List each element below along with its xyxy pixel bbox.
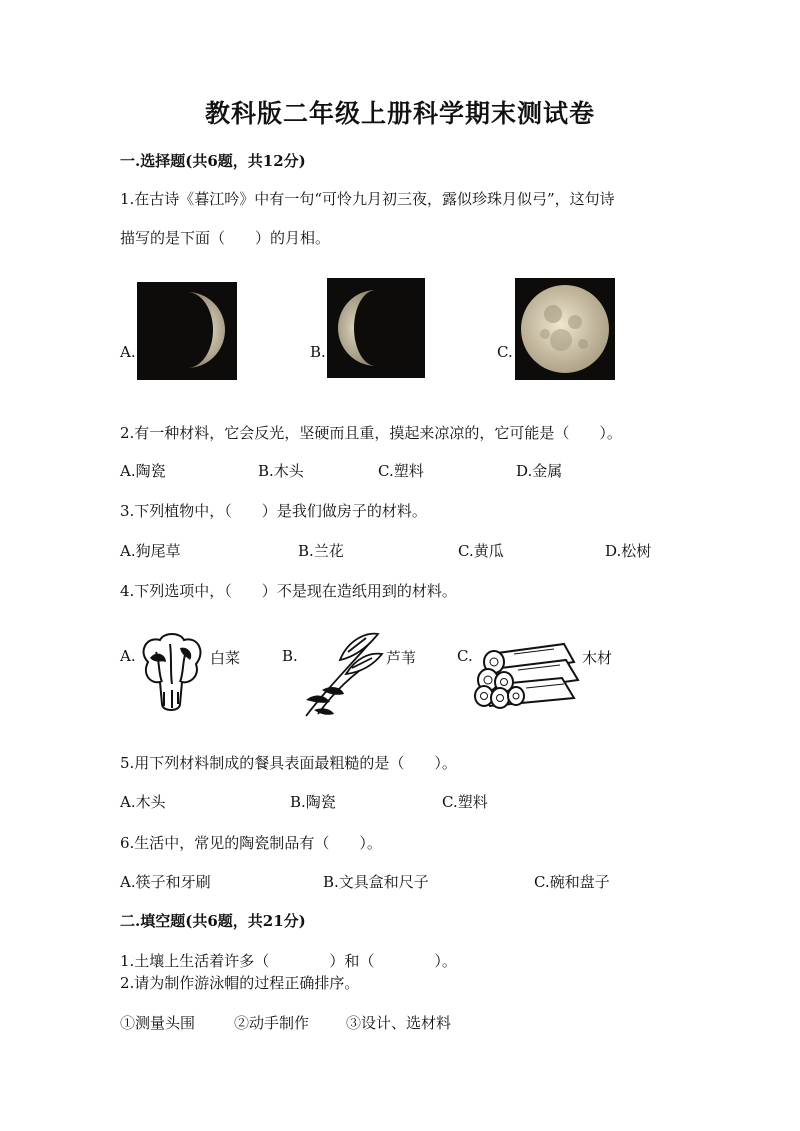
step-2: ②动手制作 (234, 1014, 310, 1032)
q4-caption-wood: 木材 (582, 649, 613, 667)
q5-option-a: A.木头 (120, 793, 166, 811)
q6-option-c: C.碗和盘子 (534, 873, 610, 891)
q3-option-c: C.黄瓜 (458, 542, 504, 560)
section-heading-choice: 一.选择题(共6题，共12分) (120, 152, 306, 170)
q6-option-a: A.筷子和牙刷 (120, 873, 211, 891)
fill-q2-text: 2.请为制作游泳帽的过程正确排序。 (120, 974, 360, 992)
step-3: ③设计、选材料 (346, 1014, 452, 1032)
q2-option-a: A.陶瓷 (120, 462, 166, 480)
q3-option-b: B.兰花 (298, 542, 344, 560)
q2-option-d: D.金属 (516, 462, 563, 480)
cabbage-icon (136, 632, 206, 720)
q3-text: 3.下列植物中，（ ）是我们做房子的材料。 (120, 502, 427, 520)
reed-icon (296, 630, 386, 720)
q2-option-c: C.塑料 (378, 462, 424, 480)
q4-option-b: B. (282, 647, 298, 665)
q3-option-a: A.狗尾草 (120, 542, 181, 560)
q1-option-b: B. (310, 343, 326, 361)
fill-q1-text: 1.土壤上生活着许多（ ）和（ ）。 (120, 952, 457, 970)
q5-text: 5.用下列材料制成的餐具表面最粗糙的是（ ）。 (120, 754, 457, 772)
page-title: 教科版二年级上册科学期末测试卷 (204, 99, 595, 128)
step-1: ①测量头围 (120, 1014, 196, 1032)
crescent-moon-left-lit-icon (327, 278, 425, 378)
q4-option-a: A. (120, 647, 136, 665)
q5-option-b: B.陶瓷 (290, 793, 336, 811)
q4-text: 4.下列选项中，（ ）不是现在造纸用到的材料。 (120, 582, 457, 600)
q1-option-a: A. (120, 343, 136, 361)
q4-caption-cabbage: 白菜 (210, 649, 241, 667)
q2-option-b: B.木头 (258, 462, 304, 480)
q1-text-line2: 描写的是下面（ ）的月相。 (120, 229, 331, 247)
section-heading-fill-blank: 二.填空题(共6题，共21分) (120, 912, 306, 930)
q6-option-b: B.文具盒和尺子 (323, 873, 429, 891)
full-moon-icon (515, 278, 615, 380)
logs-icon (474, 640, 582, 710)
crescent-moon-right-lit-icon (137, 282, 237, 380)
q1-option-c: C. (497, 343, 513, 361)
q3-option-d: D.松树 (605, 542, 652, 560)
q2-text: 2.有一种材料，它会反光，坚硬而且重，摸起来凉凉的，它可能是（ ）。 (120, 424, 622, 442)
q4-option-c: C. (457, 647, 473, 665)
q6-text: 6.生活中，常见的陶瓷制品有（ ）。 (120, 834, 382, 852)
q4-caption-reed: 芦苇 (386, 649, 417, 667)
q1-text-line1: 1.在古诗《暮江吟》中有一句“可怜九月初三夜，露似珍珠月似弓”，这句诗 (120, 190, 615, 208)
q5-option-c: C.塑料 (442, 793, 488, 811)
